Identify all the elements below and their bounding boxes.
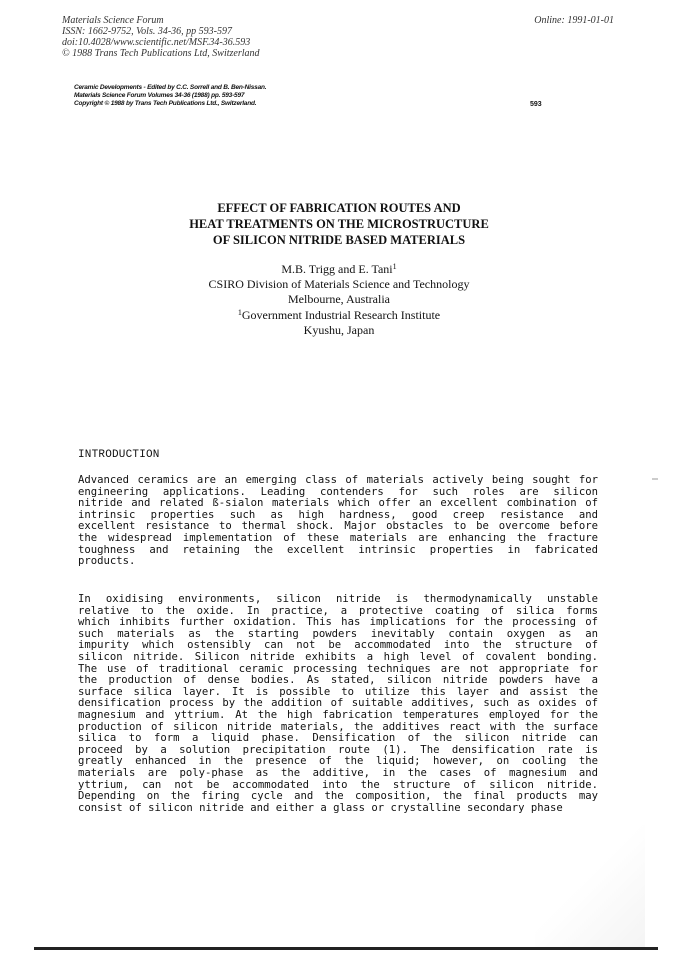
title-line-2: HEAT TREATMENTS ON THE MICROSTRUCTURE bbox=[189, 217, 489, 231]
text-line: toughness and retaining the excellent intrinsic properties in fabricated bbox=[78, 544, 598, 556]
paper-title bbox=[0, 200, 678, 248]
copyright-line-3: Copyright © 1988 by Trans Tech Publications Ltd., Switzerland. bbox=[74, 100, 257, 107]
scan-mark bbox=[652, 478, 658, 480]
publication-header bbox=[62, 15, 260, 59]
text-line: excellent resistance to thermal shock. Major obstacles to be overcome before bbox=[78, 521, 598, 533]
text-line: intrinsic properties such as high hardness, good creep resistance and bbox=[78, 509, 598, 521]
text-line: Advanced ceramics are an emerging class of materials actively being sought for bbox=[78, 475, 598, 486]
text-line: silicon nitride. Silicon nitride exhibits a high level of covalent bonding. bbox=[78, 651, 598, 663]
publisher-copyright: © 1988 Trans Tech Publications Ltd, Switzerland bbox=[62, 48, 260, 59]
paragraph-2 bbox=[78, 594, 598, 814]
text-line: the widespread implementation of these materials are enhancing the fracture bbox=[78, 532, 598, 544]
location-1: Melbourne, Australia bbox=[288, 292, 390, 307]
affiliation-superscript: 1 bbox=[237, 307, 242, 317]
section-heading: INTRODUCTION bbox=[78, 449, 160, 461]
text-line: relative to the oxide. In practice, a protective coating of silica forms bbox=[78, 605, 598, 617]
text-line: magnesium and yttrium. At the high fabrication temperatures employed for the bbox=[78, 709, 598, 721]
text-line: impurity which ostensibly can not be accommodated into the structure of bbox=[78, 640, 598, 652]
affiliation-2 bbox=[0, 308, 678, 323]
text-line: The use of traditional ceramic processing techniques are not appropriate for bbox=[78, 663, 598, 675]
text-line: consist of silicon nitride and either a glass or crystalline secondary phase bbox=[78, 802, 563, 814]
bottom-rule bbox=[34, 947, 658, 950]
author-names bbox=[0, 262, 678, 277]
paragraph-1 bbox=[78, 475, 598, 568]
author-block bbox=[0, 262, 678, 338]
scan-shading bbox=[535, 825, 645, 947]
text-line: materials are poly-phase as the additive, in the cases of magnesium and bbox=[78, 767, 598, 779]
text-line: greatly enhanced in the presence of the liquid; however, on cooling the bbox=[78, 756, 598, 768]
author-superscript: 1 bbox=[392, 262, 397, 271]
page-number: 593 bbox=[530, 101, 542, 108]
text-line: yttrium, can not be accommodated into the structure of silicon nitride. bbox=[78, 779, 598, 791]
text-line: Depending on the firing cycle and the composition, the final products may bbox=[78, 791, 598, 803]
issn-line: ISSN: 1662-9752, Vols. 34-36, pp 593-597 bbox=[62, 26, 232, 37]
text-line: which inhibits further oxidation. This has implications for the processing of bbox=[78, 617, 598, 629]
location-2: Kyushu, Japan bbox=[303, 322, 375, 337]
text-line: In oxidising environments, silicon nitride is thermodynamically unstable bbox=[78, 594, 598, 605]
doi-line: doi:10.4028/www.scientific.net/MSF.34-36.593 bbox=[62, 37, 251, 48]
text-line: the production of dense bodies. As stated, silicon nitride powders have a bbox=[78, 675, 598, 687]
text-line: production of silicon nitride materials, the additives react with the surface bbox=[78, 721, 598, 733]
affiliation-1: CSIRO Division of Materials Science and Technology bbox=[208, 277, 470, 292]
copyright-block bbox=[74, 84, 266, 108]
text-line: proceed by a solution precipitation route (1). The densification rate is bbox=[78, 744, 598, 756]
journal-name: Materials Science Forum bbox=[62, 15, 164, 26]
text-line: such materials as the starting powders inevitably contain oxygen as an bbox=[78, 628, 598, 640]
title-line-3: OF SILICON NITRIDE BASED MATERIALS bbox=[212, 233, 466, 247]
text-line: products. bbox=[78, 556, 136, 568]
text-line: nitride and related ß-sialon materials which offer an excellent combination of bbox=[78, 498, 598, 510]
author-names-text: M.B. Trigg and E. Tani bbox=[281, 262, 393, 276]
copyright-line-1: Ceramic Developments - Edited by C.C. Sorrell and B. Ben-Nissan. bbox=[74, 84, 267, 91]
online-date: Online: 1991-01-01 bbox=[534, 15, 614, 26]
text-line: surface silica layer. It is possible to utilize this layer and assist the bbox=[78, 686, 598, 698]
affiliation-2-text: Government Industrial Research Institute bbox=[241, 307, 441, 322]
text-line: densification process by the addition of suitable additives, such as oxides of bbox=[78, 698, 598, 710]
copyright-line-2: Materials Science Forum Volumes 34-36 (1988) pp. 593-597 bbox=[74, 92, 245, 99]
text-line: engineering applications. Leading contenders for such roles are silicon bbox=[78, 486, 598, 498]
text-line: silica to form a liquid phase. Densification of the silicon nitride can bbox=[78, 733, 598, 745]
title-line-1: EFFECT OF FABRICATION ROUTES AND bbox=[217, 201, 461, 215]
